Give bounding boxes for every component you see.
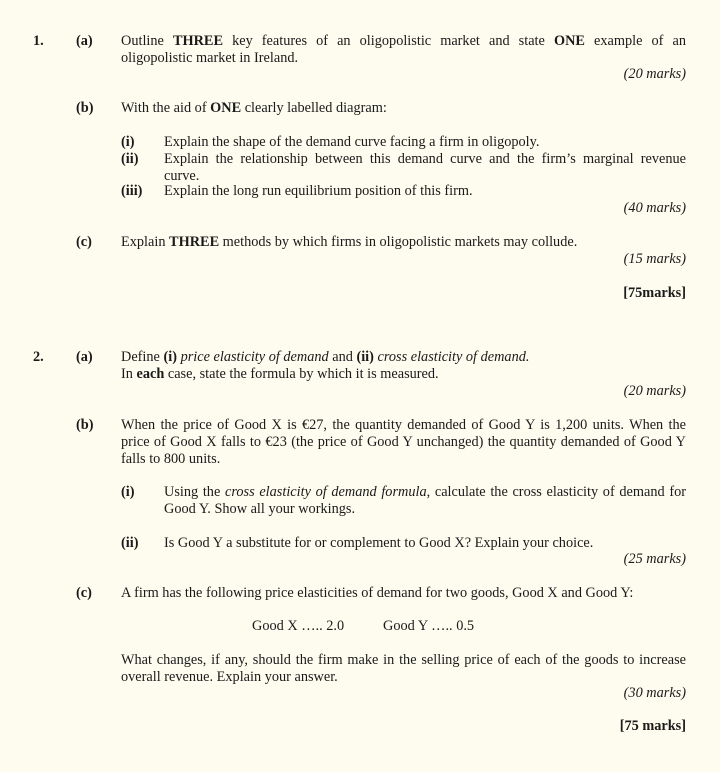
q1-part-a-label: (a): [76, 33, 93, 49]
q1b-sub-iii-label: (iii): [121, 183, 143, 199]
q1-part-b-label: (b): [76, 100, 94, 116]
q2a-line-2: In each case, state the formula by which it is measured.: [121, 366, 439, 382]
q1-total-marks: [75marks]: [623, 285, 686, 301]
good-y-elasticity: Good Y ….. 0.5: [383, 618, 475, 634]
q1b-sub-ii-text: Explain the relationship between this demand curve and the firm’s marginal revenue curve.: [164, 151, 686, 184]
q1b-sub-i-label: (i): [121, 134, 135, 150]
q2a-line-1: Define (i) price elasticity of demand and (ii) cross elasticity of demand.: [121, 349, 530, 365]
q2b-sub-i-text: Using the cross elasticity of demand formula, calculate the cross elasticity of demand for Good Y. Show all your workings.: [164, 484, 686, 517]
q1-part-b-intro: With the aid of ONE clearly labelled diagram:: [121, 100, 387, 116]
q2b-sub-i-label: (i): [121, 484, 135, 500]
q2-part-c-label: (c): [76, 585, 92, 601]
q2b-sub-ii-label: (ii): [121, 535, 139, 551]
q1a-marks: (20 marks): [623, 66, 686, 82]
q2-part-c-question: What changes, if any, should the firm make in the selling price of each of the goods to increase overall revenue. Explain your answer.: [121, 652, 686, 685]
q1a-line-1: Outline THREE key features of an oligopolistic market and state ONE example of an: [121, 33, 686, 49]
q2-part-b-label: (b): [76, 417, 94, 433]
q1b-sub-i-text: Explain the shape of the demand curve facing a firm in oligopoly.: [164, 134, 540, 150]
q2-part-c-intro: A firm has the following price elasticities of demand for two goods, Good X and Good Y:: [121, 585, 634, 601]
good-x-elasticity: Good X ….. 2.0: [252, 618, 345, 634]
q2-total-marks: [75 marks]: [619, 718, 686, 734]
q1b-marks: (40 marks): [623, 200, 686, 216]
q1b-sub-iii-text: Explain the long run equilibrium position of this firm.: [164, 183, 473, 199]
question-1-number: 1.: [33, 33, 44, 49]
q1a-line-2: oligopolistic market in Ireland.: [121, 50, 299, 66]
q1-part-c-text: Explain THREE methods by which firms in oligopolistic markets may collude.: [121, 234, 578, 250]
q1-part-c-label: (c): [76, 234, 92, 250]
q2c-marks: (30 marks): [623, 685, 686, 701]
q1b-sub-ii-label: (ii): [121, 151, 139, 167]
q2-part-b-text: When the price of Good X is €27, the quantity demanded of Good Y is 1,200 units. When the price of Good X falls to €23 (the price of Good Y unchanged) the quantity demanded of Good Y falls to 800 units.: [121, 417, 686, 467]
q2-part-a-text: [121, 349, 686, 383]
q2-part-a-label: (a): [76, 349, 93, 365]
q1c-marks: (15 marks): [623, 251, 686, 267]
q2a-marks: (20 marks): [623, 383, 686, 399]
q2b-sub-ii-text: Is Good Y a substitute for or complement to Good X? Explain your choice.: [164, 535, 594, 551]
question-2-number: 2.: [33, 349, 44, 365]
q1-part-a-text: [121, 33, 686, 67]
q2b-marks: (25 marks): [623, 551, 686, 567]
